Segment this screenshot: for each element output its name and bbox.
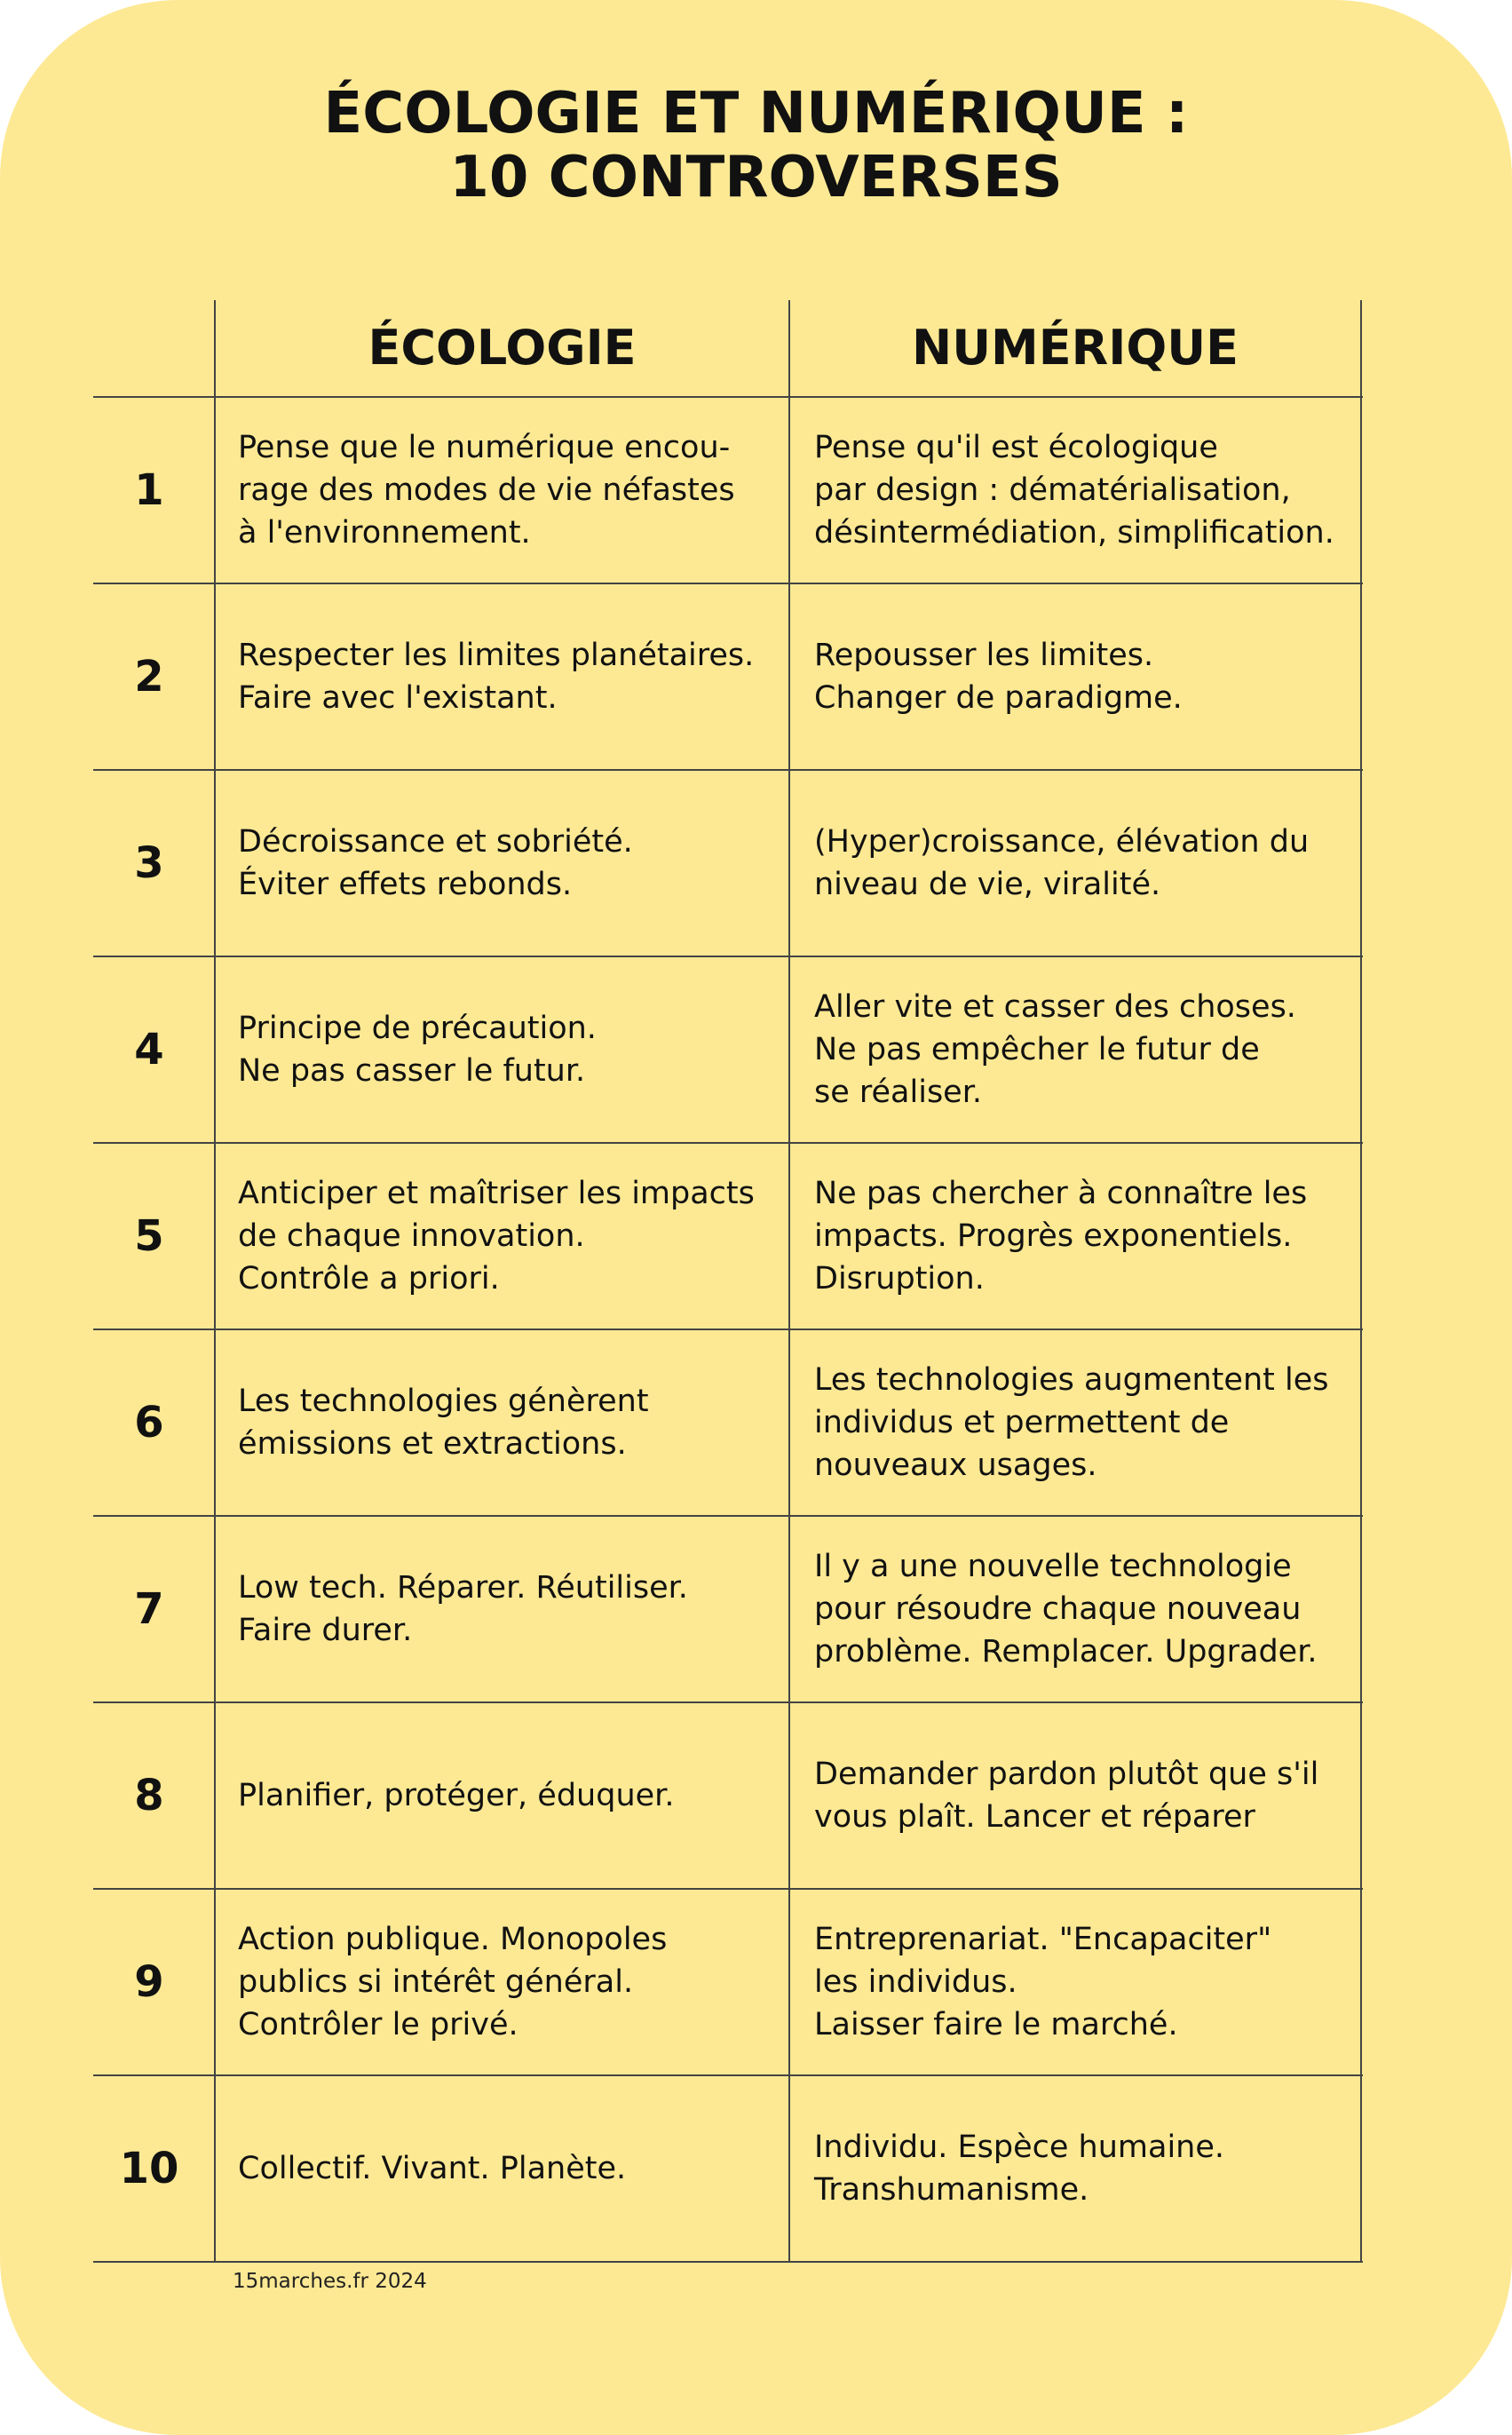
table-row bbox=[93, 957, 1363, 1144]
numerique-cell: Repousser les limites. Changer de paradigme. bbox=[814, 638, 1183, 716]
ecologie-cell: Planifier, protéger, éduquer. bbox=[238, 1778, 675, 1813]
footer-credit: 15marches.fr 2024 bbox=[233, 2270, 427, 2293]
row-number: 4 bbox=[134, 1025, 164, 1075]
ecologie-cell: Décroissance et sobriété. Éviter effets rebonds. bbox=[238, 824, 633, 902]
numerique-cell: Ne pas chercher à connaître les impacts. Progrès exponentiels. Disruption. bbox=[814, 1176, 1308, 1297]
title-line-2: 10 CONTROVERSES bbox=[449, 145, 1063, 210]
header-ecologie: ÉCOLOGIE bbox=[368, 320, 637, 376]
ecologie-cell: Respecter les limites planétaires. Faire avec l'existant. bbox=[238, 638, 755, 716]
numerique-cell: (Hyper)croissance, élévation du niveau de vie, viralité. bbox=[814, 824, 1310, 902]
table-row bbox=[93, 1890, 1363, 2076]
page-title bbox=[0, 82, 1512, 210]
table-header-row bbox=[93, 300, 1363, 398]
row-number: 6 bbox=[134, 1398, 164, 1448]
ecologie-cell: Principe de précaution. Ne pas casser le futur. bbox=[238, 1011, 597, 1089]
ecologie-cell: Low tech. Réparer. Réutiliser. Faire durer. bbox=[238, 1570, 688, 1648]
row-number: 5 bbox=[134, 1211, 164, 1261]
row-number: 7 bbox=[134, 1584, 164, 1634]
controversies-table bbox=[93, 300, 1363, 2261]
row-number: 8 bbox=[134, 1771, 164, 1820]
numerique-cell: Aller vite et casser des choses. Ne pas empêcher le futur de se réaliser. bbox=[814, 989, 1296, 1110]
ecologie-cell: Action publique. Monopoles publics si intérêt général. Contrôler le privé. bbox=[238, 1922, 668, 2042]
table-body bbox=[93, 398, 1363, 2263]
ecologie-cell: Les technologies génèrent émissions et extractions. bbox=[238, 1384, 649, 1462]
row-number: 10 bbox=[119, 2144, 179, 2193]
table-row bbox=[93, 2076, 1363, 2263]
header-numerique: NUMÉRIQUE bbox=[912, 320, 1239, 376]
row-number: 9 bbox=[134, 1957, 164, 2007]
numerique-cell: Individu. Espèce humaine. Transhumanisme. bbox=[814, 2130, 1225, 2208]
ecologie-cell: Pense que le numérique encou- rage des modes de vie néfastes à l'environnement. bbox=[238, 430, 735, 551]
row-number: 3 bbox=[134, 838, 164, 888]
numerique-cell: Il y a une nouvelle technologie pour résoudre chaque nouveau problème. Remplacer. Upgrader. bbox=[814, 1549, 1318, 1670]
title-line-1: ÉCOLOGIE ET NUMÉRIQUE : bbox=[323, 81, 1189, 147]
table-row bbox=[93, 398, 1363, 584]
ecologie-cell: Collectif. Vivant. Planète. bbox=[238, 2151, 627, 2186]
table-row bbox=[93, 584, 1363, 771]
numerique-cell: Entreprenariat. "Encapaciter" les individus. Laisser faire le marché. bbox=[814, 1922, 1272, 2042]
table-row bbox=[93, 1330, 1363, 1517]
numerique-cell: Les technologies augmentent les individus et permettent de nouveaux usages. bbox=[814, 1362, 1329, 1483]
table-row bbox=[93, 1703, 1363, 1890]
numerique-cell: Pense qu'il est écologique par design : dématérialisation, désintermédiation, simplification. bbox=[814, 430, 1334, 551]
row-number: 2 bbox=[134, 652, 164, 702]
table-row bbox=[93, 1144, 1363, 1330]
ecologie-cell: Anticiper et maîtriser les impacts de chaque innovation. Contrôle a priori. bbox=[238, 1176, 755, 1297]
numerique-cell: Demander pardon plutôt que s'il vous plaît. Lancer et réparer bbox=[814, 1757, 1319, 1835]
row-number: 1 bbox=[134, 465, 164, 515]
table-row bbox=[93, 1517, 1363, 1703]
table-row bbox=[93, 771, 1363, 957]
